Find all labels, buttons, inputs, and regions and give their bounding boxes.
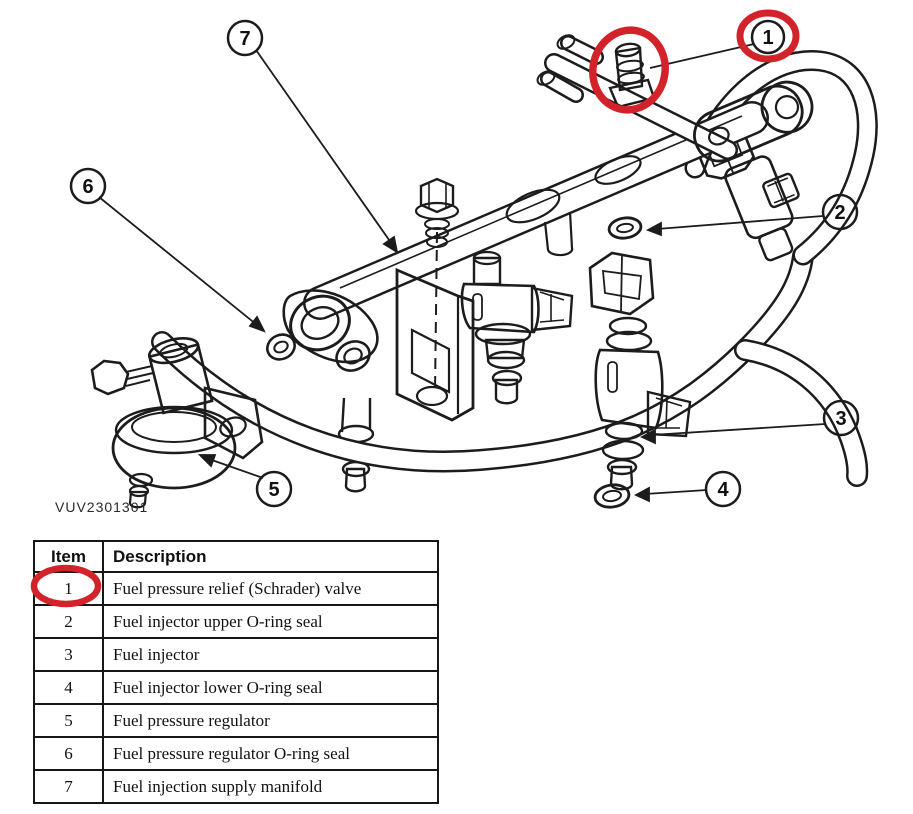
injector-retaining-clip-icon [692, 118, 757, 183]
mounting-bracket-icon [397, 270, 473, 420]
callout-3 [824, 401, 858, 435]
regulator-port-flange-icon [282, 287, 378, 376]
item-number: 6 [34, 737, 103, 770]
svg-text:1: 1 [762, 27, 774, 49]
svg-text:4: 4 [717, 479, 729, 501]
item-description: Fuel injector [103, 638, 438, 671]
svg-text:6: 6 [82, 176, 94, 198]
svg-text:2: 2 [834, 202, 846, 224]
item-number: 1 [34, 572, 103, 605]
fuel-injector-tip-icon [337, 398, 377, 491]
fuel-rail-manifold-icon [320, 116, 752, 303]
crossover-tube-icon [535, 32, 728, 150]
item-number: 3 [34, 638, 103, 671]
callout-4 [706, 472, 740, 506]
highlight-callout-1 [740, 13, 796, 59]
item-number: 5 [34, 704, 103, 737]
svg-text:3: 3 [835, 408, 847, 430]
rail-bracket-icon [687, 74, 820, 168]
parts-table [33, 540, 439, 804]
fuel-injector-icon [723, 149, 818, 265]
red-highlight-marks [34, 13, 796, 604]
callout-2 [823, 195, 857, 229]
svg-text:5: 5 [268, 479, 280, 501]
regulator-o-ring-icon [263, 330, 299, 364]
table-row [34, 605, 438, 638]
fuel-line-loop-icon [695, 60, 867, 255]
table-row [34, 737, 438, 770]
item-description: Fuel pressure regulator [103, 704, 438, 737]
table-row [34, 572, 438, 605]
callout-leader-lines [99, 44, 825, 501]
fuel-hose-icon [162, 256, 857, 476]
schrader-valve-icon [610, 42, 654, 107]
fuel-injector-icon [462, 252, 572, 403]
item-number: 2 [34, 605, 103, 638]
fuel-pressure-regulator-icon [92, 334, 262, 507]
column-header-description: Description [103, 541, 438, 572]
callout-6 [71, 169, 105, 203]
table-row [34, 704, 438, 737]
item-description: Fuel injector upper O-ring seal [103, 605, 438, 638]
callout-7 [228, 21, 262, 55]
column-header-item: Item [34, 541, 103, 572]
injector-lower-o-ring-icon [594, 483, 631, 510]
table-row [34, 638, 438, 671]
item-description: Fuel pressure regulator O-ring seal [103, 737, 438, 770]
fuel-injector-icon [596, 318, 690, 489]
svg-text:7: 7 [239, 28, 251, 50]
highlight-schrader-valve [585, 23, 672, 116]
callout-5 [257, 472, 291, 506]
item-description: Fuel injection supply manifold [103, 770, 438, 803]
figure-code-label: VUV2301301 [55, 499, 149, 515]
table-header-row [34, 541, 438, 572]
table-row [34, 770, 438, 803]
injector-upper-o-ring-icon [608, 216, 642, 240]
callout-1 [752, 21, 784, 53]
injector-retaining-clip-icon [590, 253, 653, 314]
item-number: 7 [34, 770, 103, 803]
item-description: Fuel injector lower O-ring seal [103, 671, 438, 704]
item-description: Fuel pressure relief (Schrader) valve [103, 572, 438, 605]
item-number: 4 [34, 671, 103, 704]
rail-attaching-bolt-icon [416, 179, 458, 392]
table-row [34, 671, 438, 704]
